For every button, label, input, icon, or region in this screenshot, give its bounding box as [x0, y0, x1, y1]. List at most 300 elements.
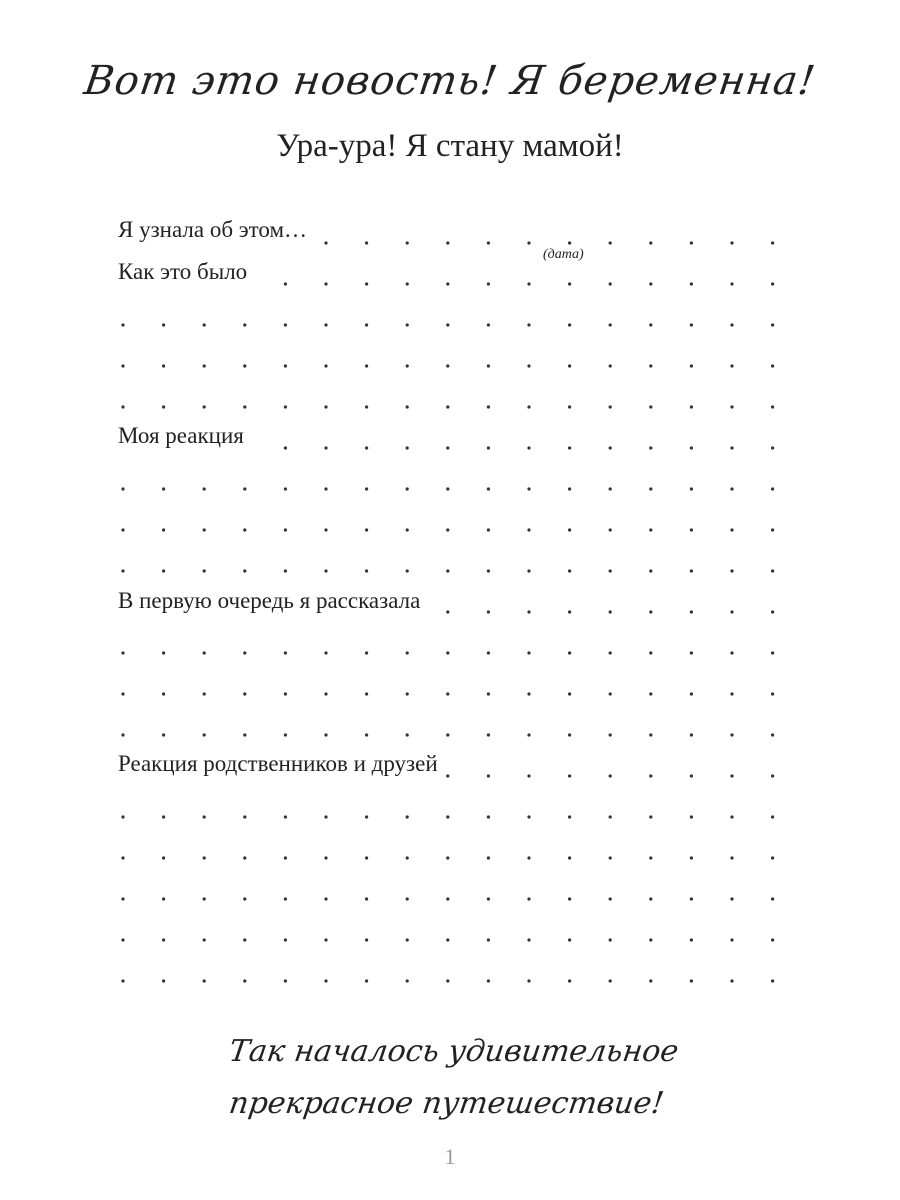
grid-dot [406, 692, 409, 695]
grid-dot [730, 241, 733, 244]
grid-dot [690, 610, 693, 613]
grid-dot [730, 569, 733, 572]
grid-dot [121, 897, 124, 900]
grid-dot [446, 528, 449, 531]
grid-dot [568, 364, 571, 367]
grid-dot [284, 651, 287, 654]
grid-dot [771, 979, 774, 982]
grid-dot [162, 528, 165, 531]
grid-dot [730, 364, 733, 367]
grid-dot [609, 405, 612, 408]
grid-dot [527, 733, 530, 736]
grid-dot [284, 815, 287, 818]
grid-dot [568, 897, 571, 900]
grid-dot [649, 282, 652, 285]
grid-dot [324, 569, 327, 572]
grid-dot [690, 241, 693, 244]
grid-dot [487, 610, 490, 613]
grid-dot [121, 979, 124, 982]
grid-dot [284, 569, 287, 572]
grid-dot [690, 733, 693, 736]
grid-dot [527, 774, 530, 777]
grid-dot [446, 487, 449, 490]
grid-dot [487, 446, 490, 449]
grid-dot [324, 856, 327, 859]
grid-dot [365, 282, 368, 285]
grid-dot [121, 364, 124, 367]
grid-dot [771, 733, 774, 736]
grid-dot [527, 446, 530, 449]
grid-dot [487, 405, 490, 408]
grid-dot [487, 692, 490, 695]
grid-dot [690, 405, 693, 408]
grid-dot [284, 979, 287, 982]
told-first-label: В первую очередь я рассказала [118, 586, 424, 616]
grid-dot [730, 405, 733, 408]
closing-quote-line-1: Так началось удивительное [226, 1034, 681, 1069]
grid-dot [771, 856, 774, 859]
grid-dot [203, 815, 206, 818]
grid-dot [690, 651, 693, 654]
grid-dot [203, 651, 206, 654]
grid-dot [649, 897, 652, 900]
grid-dot [365, 528, 368, 531]
grid-dot [162, 897, 165, 900]
grid-dot [203, 856, 206, 859]
grid-dot [527, 897, 530, 900]
grid-dot [527, 569, 530, 572]
grid-dot [406, 938, 409, 941]
grid-dot [730, 815, 733, 818]
grid-dot [162, 733, 165, 736]
grid-dot [324, 733, 327, 736]
grid-dot [527, 610, 530, 613]
page-number: 1 [444, 1144, 456, 1169]
grid-dot [446, 979, 449, 982]
grid-dot [771, 405, 774, 408]
grid-dot [487, 979, 490, 982]
grid-dot [527, 528, 530, 531]
page-title: Вот это новость! Я беременна! [81, 58, 819, 104]
grid-dot [609, 897, 612, 900]
grid-dot [690, 364, 693, 367]
grid-dot [609, 651, 612, 654]
grid-dot [487, 815, 490, 818]
grid-dot [162, 487, 165, 490]
grid-dot [730, 692, 733, 695]
grid-dot [487, 651, 490, 654]
grid-dot [365, 856, 368, 859]
grid-dot [243, 651, 246, 654]
grid-dot [446, 241, 449, 244]
grid-dot [730, 774, 733, 777]
grid-dot [446, 856, 449, 859]
grid-dot [487, 528, 490, 531]
grid-dot [446, 323, 449, 326]
grid-dot [771, 815, 774, 818]
grid-dot [243, 938, 246, 941]
grid-dot [730, 979, 733, 982]
grid-dot [406, 446, 409, 449]
grid-dot [527, 856, 530, 859]
grid-dot [446, 651, 449, 654]
grid-dot [568, 815, 571, 818]
grid-dot [487, 897, 490, 900]
grid-dot [771, 364, 774, 367]
grid-dot [527, 405, 530, 408]
grid-dot [690, 938, 693, 941]
grid-dot [162, 323, 165, 326]
grid-dot [487, 241, 490, 244]
grid-dot [365, 692, 368, 695]
grid-dot [406, 651, 409, 654]
grid-dot [284, 405, 287, 408]
grid-dot [690, 446, 693, 449]
grid-dot [284, 938, 287, 941]
grid-dot [690, 487, 693, 490]
grid-dot [446, 282, 449, 285]
grid-dot [324, 405, 327, 408]
grid-dot [324, 364, 327, 367]
grid-dot [365, 405, 368, 408]
grid-dot [487, 938, 490, 941]
grid-dot [365, 569, 368, 572]
grid-dot [690, 569, 693, 572]
grid-dot [730, 856, 733, 859]
grid-dot [162, 569, 165, 572]
grid-dot [487, 282, 490, 285]
grid-dot [771, 610, 774, 613]
grid-dot [487, 487, 490, 490]
grid-dot [243, 815, 246, 818]
grid-dot [730, 897, 733, 900]
grid-dot [243, 979, 246, 982]
grid-dot [446, 446, 449, 449]
closing-quote-line-2: прекрасное путешествие! [226, 1086, 666, 1121]
grid-dot [284, 528, 287, 531]
grid-dot [243, 856, 246, 859]
grid-dot [649, 364, 652, 367]
grid-dot [649, 446, 652, 449]
grid-dot [121, 815, 124, 818]
grid-dot [365, 733, 368, 736]
grid-dot [406, 897, 409, 900]
grid-dot [365, 446, 368, 449]
grid-dot [690, 897, 693, 900]
grid-dot [243, 528, 246, 531]
grid-dot [649, 528, 652, 531]
grid-dot [162, 364, 165, 367]
grid-dot [365, 815, 368, 818]
grid-dot [324, 446, 327, 449]
grid-dot [609, 364, 612, 367]
grid-dot [365, 897, 368, 900]
grid-dot [406, 979, 409, 982]
grid-dot [771, 282, 774, 285]
grid-dot [324, 241, 327, 244]
grid-dot [609, 446, 612, 449]
grid-dot [162, 405, 165, 408]
grid-dot [730, 938, 733, 941]
grid-dot [649, 405, 652, 408]
grid-dot [609, 487, 612, 490]
grid-dot [243, 364, 246, 367]
grid-dot [649, 815, 652, 818]
grid-dot [487, 569, 490, 572]
grid-dot [121, 651, 124, 654]
grid-dot [121, 938, 124, 941]
grid-dot [406, 487, 409, 490]
page-subtitle: Ура-ура! Я стану мамой! [276, 128, 624, 164]
grid-dot [406, 528, 409, 531]
grid-dot [690, 692, 693, 695]
grid-dot [446, 774, 449, 777]
grid-dot [324, 897, 327, 900]
grid-dot [324, 815, 327, 818]
grid-dot [690, 815, 693, 818]
my-reaction-label: Моя реакция [118, 421, 248, 451]
grid-dot [609, 979, 612, 982]
grid-dot [771, 528, 774, 531]
grid-dot [284, 364, 287, 367]
grid-dot [771, 774, 774, 777]
grid-dot [649, 610, 652, 613]
grid-dot [527, 241, 530, 244]
grid-dot [203, 364, 206, 367]
grid-dot [609, 774, 612, 777]
grid-dot [365, 241, 368, 244]
grid-dot [527, 938, 530, 941]
grid-dot [284, 856, 287, 859]
grid-dot [365, 323, 368, 326]
grid-dot [568, 938, 571, 941]
grid-dot [243, 692, 246, 695]
grid-dot [527, 651, 530, 654]
grid-dot [771, 938, 774, 941]
grid-dot [243, 323, 246, 326]
grid-dot [527, 815, 530, 818]
grid-dot [406, 323, 409, 326]
grid-dot [568, 487, 571, 490]
grid-dot [568, 241, 571, 244]
grid-dot [609, 241, 612, 244]
grid-dot [649, 856, 652, 859]
grid-dot [649, 733, 652, 736]
grid-dot [365, 979, 368, 982]
grid-dot [568, 856, 571, 859]
grid-dot [730, 282, 733, 285]
grid-dot [446, 733, 449, 736]
grid-dot [568, 528, 571, 531]
grid-dot [487, 733, 490, 736]
grid-dot [730, 651, 733, 654]
grid-dot [609, 938, 612, 941]
grid-dot [284, 733, 287, 736]
how-it-was-label: Как это было [118, 257, 251, 287]
grid-dot [609, 856, 612, 859]
grid-dot [690, 323, 693, 326]
grid-dot [121, 405, 124, 408]
grid-dot [162, 692, 165, 695]
grid-dot [771, 241, 774, 244]
grid-dot [203, 692, 206, 695]
grid-dot [771, 651, 774, 654]
grid-dot [771, 323, 774, 326]
grid-dot [406, 405, 409, 408]
grid-dot [324, 282, 327, 285]
grid-dot [730, 446, 733, 449]
grid-dot [203, 938, 206, 941]
grid-dot [365, 938, 368, 941]
grid-dot [649, 241, 652, 244]
grid-dot [771, 487, 774, 490]
grid-dot [568, 610, 571, 613]
grid-dot [609, 733, 612, 736]
grid-dot [690, 856, 693, 859]
grid-dot [243, 569, 246, 572]
grid-dot [487, 774, 490, 777]
learned-label: Я узнала об этом… [118, 215, 311, 245]
grid-dot [690, 282, 693, 285]
grid-dot [406, 815, 409, 818]
grid-dot [690, 774, 693, 777]
grid-dot [609, 692, 612, 695]
grid-dot [324, 938, 327, 941]
grid-dot [487, 364, 490, 367]
grid-dot [284, 487, 287, 490]
grid-dot [527, 323, 530, 326]
grid-dot [487, 856, 490, 859]
grid-dot [406, 733, 409, 736]
grid-dot [203, 979, 206, 982]
grid-dot [121, 487, 124, 490]
grid-dot [649, 938, 652, 941]
grid-dot [527, 282, 530, 285]
grid-dot [771, 446, 774, 449]
grid-dot [487, 323, 490, 326]
grid-dot [568, 405, 571, 408]
grid-dot [446, 897, 449, 900]
grid-dot [730, 733, 733, 736]
grid-dot [324, 979, 327, 982]
grid-dot [324, 528, 327, 531]
grid-dot [446, 569, 449, 572]
grid-dot [730, 487, 733, 490]
closing-quote [0, 1026, 900, 1130]
grid-dot [527, 487, 530, 490]
grid-dot [365, 487, 368, 490]
grid-dot [324, 323, 327, 326]
grid-dot [446, 692, 449, 695]
grid-dot [568, 446, 571, 449]
grid-dot [284, 323, 287, 326]
grid-dot [203, 528, 206, 531]
grid-dot [568, 651, 571, 654]
grid-dot [121, 733, 124, 736]
relatives-reaction-label: Реакция родственников и друзей [118, 749, 442, 779]
grid-dot [162, 979, 165, 982]
grid-dot [690, 528, 693, 531]
grid-dot [243, 733, 246, 736]
grid-dot [406, 241, 409, 244]
grid-dot [609, 610, 612, 613]
grid-dot [203, 569, 206, 572]
grid-dot [568, 692, 571, 695]
grid-dot [609, 815, 612, 818]
grid-dot [324, 487, 327, 490]
grid-dot [121, 323, 124, 326]
grid-dot [730, 323, 733, 326]
grid-dot [446, 364, 449, 367]
grid-dot [609, 569, 612, 572]
grid-dot [121, 528, 124, 531]
grid-dot [771, 897, 774, 900]
grid-dot [527, 364, 530, 367]
grid-dot [203, 405, 206, 408]
grid-dot [406, 569, 409, 572]
grid-dot [162, 856, 165, 859]
grid-dot [771, 569, 774, 572]
grid-dot [406, 856, 409, 859]
grid-dot [649, 323, 652, 326]
grid-dot [284, 446, 287, 449]
grid-dot [730, 528, 733, 531]
grid-dot [446, 405, 449, 408]
grid-dot [527, 692, 530, 695]
grid-dot [771, 692, 774, 695]
grid-dot [406, 364, 409, 367]
grid-dot [121, 569, 124, 572]
grid-dot [203, 323, 206, 326]
grid-dot [446, 610, 449, 613]
grid-dot [121, 692, 124, 695]
grid-dot [649, 774, 652, 777]
grid-dot [446, 938, 449, 941]
grid-dot [730, 610, 733, 613]
grid-dot [649, 569, 652, 572]
grid-dot [649, 979, 652, 982]
grid-dot [243, 487, 246, 490]
grid-dot [365, 364, 368, 367]
date-hint: (дата) [543, 247, 584, 262]
grid-dot [527, 979, 530, 982]
grid-dot [568, 282, 571, 285]
grid-dot [406, 282, 409, 285]
grid-dot [609, 528, 612, 531]
grid-dot [162, 815, 165, 818]
grid-dot [649, 651, 652, 654]
grid-dot [568, 733, 571, 736]
grid-dot [243, 405, 246, 408]
grid-dot [162, 938, 165, 941]
grid-dot [365, 651, 368, 654]
grid-dot [609, 323, 612, 326]
grid-dot [243, 897, 246, 900]
grid-dot [284, 897, 287, 900]
grid-dot [324, 651, 327, 654]
grid-dot [284, 282, 287, 285]
grid-dot [568, 569, 571, 572]
grid-dot [690, 979, 693, 982]
grid-dot [568, 323, 571, 326]
grid-dot [568, 774, 571, 777]
grid-dot [324, 692, 327, 695]
grid-dot [568, 979, 571, 982]
grid-dot [284, 692, 287, 695]
grid-dot [649, 692, 652, 695]
grid-dot [609, 282, 612, 285]
grid-dot [649, 487, 652, 490]
